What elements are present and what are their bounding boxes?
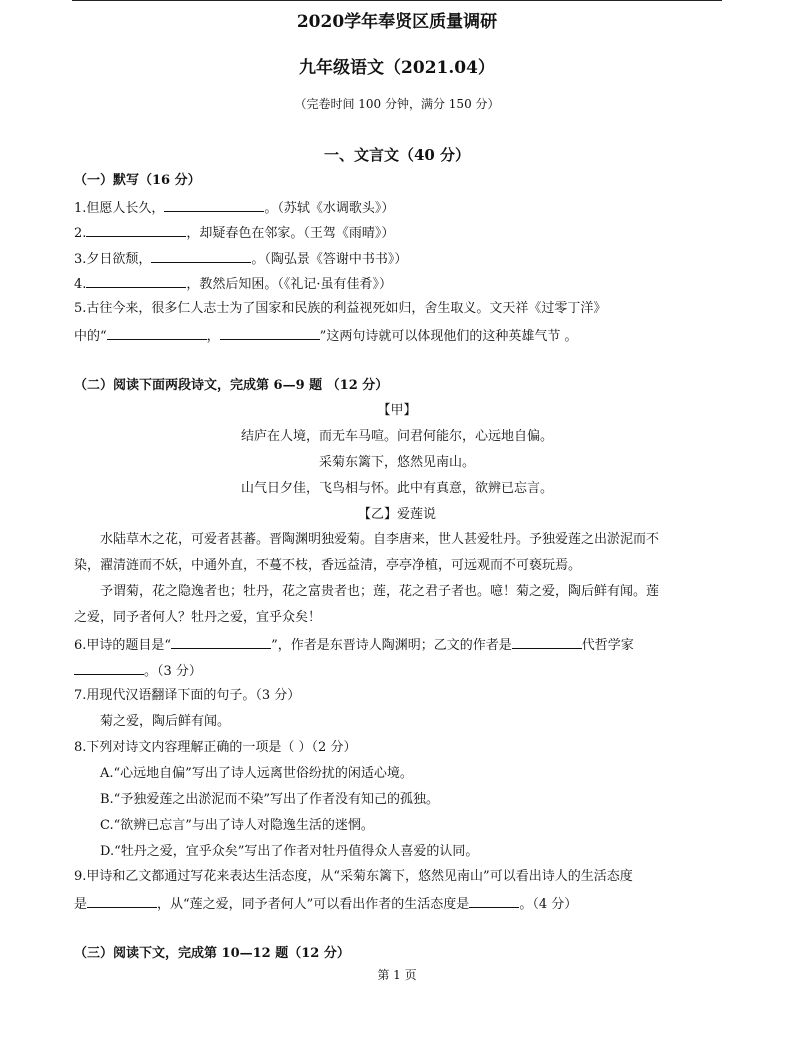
- question-9-line1: 9.甲诗和乙文都通过写花来表达生活态度，从“采菊东篱下，悠然见南山”可以看出诗人的生活态度: [74, 869, 633, 884]
- part1-heading: （一）默写（16 分）: [74, 173, 201, 188]
- q1-text-a: 1.但愿人长久，: [74, 201, 165, 216]
- option-b: B.“予独爱莲之出淤泥而不染”写出了作者没有知己的孤独。: [100, 792, 439, 807]
- q5-text-b: ，: [206, 329, 220, 344]
- part3-heading: （三）阅读下文，完成第 10—12 题（12 分）: [74, 946, 350, 961]
- answer-blank[interactable]: [86, 223, 186, 237]
- answer-blank[interactable]: [469, 894, 519, 908]
- poem-line: 结庐在人境，而无车马喧。问君何能尔，心远地自偏。: [240, 429, 553, 444]
- question-6-line2: [74, 661, 202, 681]
- q2-text-a: 2.: [74, 226, 87, 241]
- page-number: 第 1 页: [377, 968, 417, 982]
- q3-text-a: 3.夕日欲颓，: [74, 252, 152, 267]
- question-6-line1: [74, 635, 634, 655]
- option-c: C.“欲辨已忘言”与出了诗人对隐逸生活的迷惘。: [100, 818, 374, 833]
- jia-label: 【甲】: [377, 403, 417, 418]
- option-a: A.“心远地自偏”写出了诗人远离世俗纷扰的闲适心境。: [100, 766, 413, 781]
- q1-text-b: 。（苏轼《水调歌头》）: [264, 201, 395, 216]
- q3-text-b: 。（陶弘景《答谢中书书》）: [251, 252, 408, 267]
- q6-text-d: 。（3 分）: [144, 664, 202, 679]
- q6-text-b: ”，作者是东晋诗人陶渊明；乙文的作者是: [271, 638, 512, 653]
- prose-line: 水陆草木之花，可爱者甚蕃。晋陶渊明独爱菊。自李唐来，世人甚爱牡丹。予独爱莲之出淤泥而不: [100, 532, 660, 547]
- prose-line: 染，濯清涟而不妖，中通外直，不蔓不枝，香远益清，亭亭净植，可远观而不可亵玩焉。: [74, 558, 582, 573]
- answer-blank[interactable]: [164, 198, 264, 212]
- question-7-sentence: 菊之爱，陶后鲜有闻。: [100, 714, 231, 729]
- option-d: D.“牡丹之爱，宜乎众矣”写出了作者对牡丹值得众人喜爱的认同。: [100, 844, 479, 859]
- answer-blank[interactable]: [512, 635, 582, 649]
- q9-text-b: ，从“莲之爱，同予者何人”可以看出作者的生活态度是: [157, 897, 470, 912]
- question-4: [74, 274, 392, 294]
- question-5-line1: 5.古往今来，很多仁人志士为了国家和民族的利益视死如归，舍生取义。文天祥《过零丁洋》: [74, 301, 607, 316]
- prose-line: 予谓菊，花之隐逸者也；牡丹，花之富贵者也；莲，花之君子者也。噫！菊之爱，陶后鲜有闻。莲: [100, 584, 660, 599]
- section-title: 一、文言文（40 分）: [323, 146, 471, 164]
- answer-blank[interactable]: [171, 635, 271, 649]
- answer-blank[interactable]: [107, 326, 207, 340]
- question-7: 7.用现代汉语翻译下面的句子。（3 分）: [74, 688, 301, 703]
- exam-subtitle: 九年级语文（2021.04）: [299, 58, 495, 78]
- answer-blank[interactable]: [74, 661, 144, 675]
- question-2: [74, 223, 394, 243]
- top-rule: [72, 0, 722, 1]
- exam-info: （完卷时间 100 分钟，满分 150 分）: [294, 97, 500, 111]
- q9-text-c: 。（4 分）: [519, 897, 578, 912]
- prose-line: 之爱，同予者何人？牡丹之爱，宜乎众矣！: [74, 610, 322, 625]
- answer-blank[interactable]: [86, 274, 186, 288]
- answer-blank[interactable]: [220, 326, 320, 340]
- exam-title: 2020学年奉贤区质量调研: [296, 12, 498, 32]
- question-5-line2: [74, 326, 577, 346]
- q4-text-b: ，教然后知困。（《礼记·虽有佳肴》）: [186, 277, 393, 292]
- q5-text-a: 中的“: [74, 329, 107, 344]
- question-9-line2: [74, 894, 577, 914]
- q2-text-b: ，却疑春色在邻家。（王驾《雨晴》）: [186, 226, 395, 241]
- q5-text-c: ”这两句诗就可以体现他们的这种英雄气节 。: [319, 329, 578, 344]
- answer-blank[interactable]: [87, 894, 157, 908]
- question-8: 8.下列对诗文内容理解正确的一项是（ ）（2 分）: [74, 740, 357, 755]
- q9-text-a: 是: [74, 897, 88, 912]
- poem-line: 采菊东篱下，悠然见南山。: [318, 455, 475, 470]
- yi-label: 【乙】爱莲说: [357, 507, 436, 522]
- q6-text-c: 代哲学家: [581, 638, 634, 653]
- answer-blank[interactable]: [151, 249, 251, 263]
- q4-text-a: 4.: [74, 277, 87, 292]
- poem-line: 山气日夕佳，飞鸟相与怀。此中有真意，欲辨已忘言。: [240, 481, 553, 496]
- question-1: [74, 198, 394, 218]
- q6-text-a: 6.甲诗的题目是“: [74, 638, 172, 653]
- question-3: [74, 249, 407, 269]
- part2-heading: （二）阅读下面两段诗文，完成第 6—9 题 （12 分）: [74, 378, 389, 393]
